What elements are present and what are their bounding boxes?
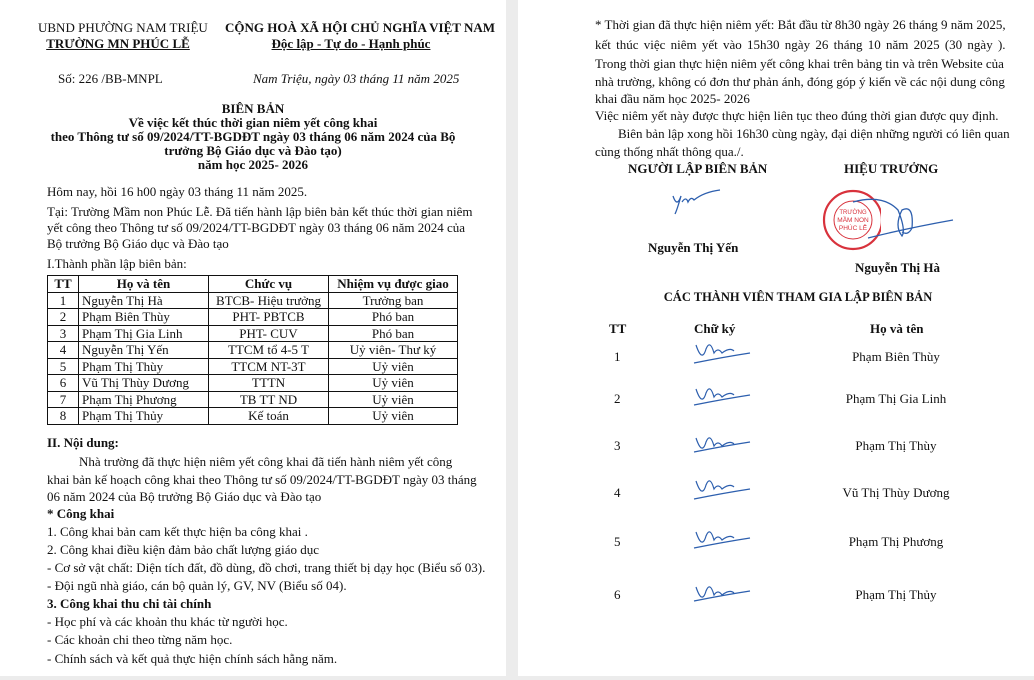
table-cell: BTCB- Hiệu trưởng <box>209 292 329 309</box>
col-header: Họ và tên <box>79 276 209 293</box>
member-tt: 1 <box>614 349 621 364</box>
org-name: TRƯỜNG MN PHÚC LỄ <box>46 36 190 51</box>
member-name: Phạm Thị Thùy <box>855 438 937 453</box>
table-cell: Phó ban <box>329 325 458 342</box>
table-cell: 3 <box>48 325 79 342</box>
content-heading: II. Nội dung: <box>47 435 119 450</box>
table-cell: 7 <box>48 391 79 408</box>
content-item: 2. Công khai điều kiện đảm bảo chất lượng giáo dục <box>47 542 320 557</box>
table-cell: Uỷ viên <box>329 391 458 408</box>
place-date: Nam Triệu, ngày 03 tháng 11 năm 2025 <box>253 71 460 86</box>
content-line: 06 năm 2024 của Bộ trưởng Bộ Giáo dục và Đào tạo <box>47 489 322 504</box>
table-cell: Uỷ viên <box>329 408 458 425</box>
content-subheading: * Công khai <box>47 506 115 521</box>
member-signature <box>690 473 754 507</box>
member-signature <box>690 379 754 413</box>
table-row <box>48 375 458 392</box>
intro-line: Tại: Trường Mầm non Phúc Lễ. Đã tiến hành lập biên bản kết thúc thời gian niêm <box>47 204 473 219</box>
table-cell: 6 <box>48 375 79 392</box>
content-line: Nhà trường đã thực hiện niêm yết công khai đã tiến hành niêm yết công <box>79 454 453 469</box>
signature-yen <box>668 188 728 218</box>
table-cell: Trưởng ban <box>329 292 458 309</box>
member-signature <box>690 575 754 609</box>
content-item: 1. Công khai bản cam kết thực hiện ba công khai . <box>47 524 308 539</box>
table-cell: Nguyễn Thị Yến <box>79 342 209 359</box>
table-row <box>48 342 458 359</box>
table-cell: TB TT ND <box>209 391 329 408</box>
members-heading: CÁC THÀNH VIÊN THAM GIA LẬP BIÊN BẢN <box>663 290 933 304</box>
table-cell: 5 <box>48 358 79 375</box>
col-header: TT <box>48 276 79 293</box>
stamp-text: TRƯỜNG <box>839 210 867 216</box>
content-item: - Chính sách và kết quả thực hiện chính sách hằng năm. <box>47 651 338 666</box>
table-cell: Phạm Thị Phương <box>79 391 209 408</box>
body-line: Trong thời gian thực hiện niêm yết công khai trên bảng tin và trên Website của <box>595 56 1004 71</box>
body-line: Việc niêm yết này được thực hiện liên tục theo đúng thời gian được quy định. <box>595 108 999 123</box>
member-name: Phạm Biên Thùy <box>852 349 940 364</box>
table-cell: 8 <box>48 408 79 425</box>
table-cell: TTCM NT-3T <box>209 358 329 375</box>
table-cell: Phạm Thị Thùy <box>79 358 209 375</box>
content-item: - Các khoản chi theo từng năm học. <box>47 632 233 647</box>
table-cell: Uỷ viên- Thư ký <box>329 342 458 359</box>
body-line: * Thời gian đã thực hiện niêm yết: Bắt đầu từ 8h30 ngày 26 tháng 9 năm 2025, <box>595 17 1006 32</box>
table-cell: TTCM tổ 4-5 T <box>209 342 329 359</box>
member-name: Vũ Thị Thùy Dương <box>842 485 950 500</box>
col-signature: Chữ ký <box>694 321 736 336</box>
member-name: Phạm Thị Gia Linh <box>845 391 947 406</box>
member-tt: 3 <box>614 438 621 453</box>
table-cell: PHT- CUV <box>209 325 329 342</box>
content-subheading: 3. Công khai thu chi tài chính <box>47 596 212 611</box>
table-cell: Nguyễn Thị Hà <box>79 292 209 309</box>
table-row <box>48 358 458 375</box>
section-heading: I.Thành phần lập biên bản: <box>47 256 187 271</box>
table-cell: Phạm Thị Gia Linh <box>79 325 209 342</box>
member-signature <box>690 522 754 556</box>
member-tt: 4 <box>614 485 621 500</box>
member-tt: 2 <box>614 391 621 406</box>
title-line: Về việc kết thúc thời gian niêm yết công khai <box>128 115 378 130</box>
content-item: - Học phí và các khoản thu khác từ người học. <box>47 614 288 629</box>
intro-line: yết công theo Thông tư số 09/2024/TT-BGDĐT ngày 03 tháng 06 năm 2024 của <box>47 220 466 235</box>
doc-title: BIÊN BẢN <box>221 101 285 116</box>
stamp-text: MẦM NON <box>837 217 869 224</box>
country-name: CỘNG HOÀ XÃ HỘI CHỦ NGHĨA VIỆT NAM <box>225 20 496 35</box>
title-line: năm học 2025- 2026 <box>197 157 309 172</box>
col-header: Chức vụ <box>209 276 329 293</box>
body-line: khai đầu năm học 2025- 2026 <box>595 91 750 106</box>
intro-line: Hôm nay, hồi 16 h00 ngày 03 tháng 11 năm 2025. <box>47 184 308 199</box>
table-row <box>48 408 458 425</box>
signature-ha <box>848 190 958 245</box>
title-line: trưởng Bộ Giáo dục và Đào tạo) <box>164 143 342 158</box>
signer2-title: HIỆU TRƯỞNG <box>844 161 939 176</box>
table-row <box>48 325 458 342</box>
table-cell: Phạm Thị Thủy <box>79 408 209 425</box>
table-cell: Kế toán <box>209 408 329 425</box>
body-line: cùng thống nhất thông qua./. <box>595 144 744 159</box>
member-name: Phạm Thị Thủy <box>855 587 937 602</box>
doc-number: Số: 226 /BB-MNPL <box>58 71 163 86</box>
table-cell: 2 <box>48 309 79 326</box>
table-cell: 4 <box>48 342 79 359</box>
table-row <box>48 391 458 408</box>
table-cell: 1 <box>48 292 79 309</box>
table-cell: Phó ban <box>329 309 458 326</box>
content-item: - Đội ngũ nhà giáo, cán bộ quản lý, GV, NV (Biểu số 04). <box>47 578 347 593</box>
signer1-name: Nguyễn Thị Yến <box>648 240 739 255</box>
member-signature <box>690 426 754 460</box>
title-line: theo Thông tư số 09/2024/TT-BGDĐT ngày 03 tháng 06 năm 2024 của Bộ <box>50 129 456 144</box>
stamp-text: PHÚC LỄ <box>838 225 868 232</box>
body-line: nhà trường, không có đơn thư phản ánh, đóng góp ý kiến về các nội dung công <box>595 74 1005 89</box>
table-row <box>48 292 458 309</box>
content-item: - Cơ sở vật chất: Diện tích đất, đồ dùng, đồ chơi, trang thiết bị dạy học (Biểu số 03). <box>47 560 486 575</box>
org-parent: UBND PHƯỜNG NAM TRIỆU <box>38 20 208 35</box>
member-tt: 6 <box>614 587 621 602</box>
col-header: Nhiệm vụ được giao <box>329 276 458 293</box>
table-cell: Uỷ viên <box>329 375 458 392</box>
member-signature <box>690 337 754 371</box>
intro-line: Bộ trưởng Bộ Giáo dục và Đào tạo <box>47 236 229 251</box>
body-line: kết thúc việc niêm yết vào 15h30 ngày 26 tháng 10 năm 2025 (30 ngày ). <box>595 37 1006 52</box>
members-table <box>47 275 458 425</box>
body-line: Biên bản lập xong hồi 16h30 cùng ngày, đại diện những người có liên quan <box>618 126 1010 141</box>
table-cell: Phạm Biên Thùy <box>79 309 209 326</box>
table-row <box>48 309 458 326</box>
page-right <box>518 0 1034 676</box>
signer1-title: NGƯỜI LẬP BIÊN BẢN <box>628 161 768 176</box>
motto: Độc lập - Tự do - Hạnh phúc <box>271 36 431 51</box>
table-cell: PHT- PBTCB <box>209 309 329 326</box>
member-tt: 5 <box>614 534 621 549</box>
col-name: Họ và tên <box>870 321 924 336</box>
table-cell: TTTN <box>209 375 329 392</box>
content-line: khai bản kế hoạch công khai theo Thông tư số 09/2024/TT-BGDĐT ngày 03 tháng <box>47 472 477 487</box>
table-cell: Vũ Thị Thùy Dương <box>79 375 209 392</box>
member-name: Phạm Thị Phương <box>848 534 944 549</box>
page-left <box>0 0 506 676</box>
signer2-name: Nguyễn Thị Hà <box>855 260 941 275</box>
col-tt: TT <box>609 321 627 336</box>
table-cell: Uỷ viên <box>329 358 458 375</box>
